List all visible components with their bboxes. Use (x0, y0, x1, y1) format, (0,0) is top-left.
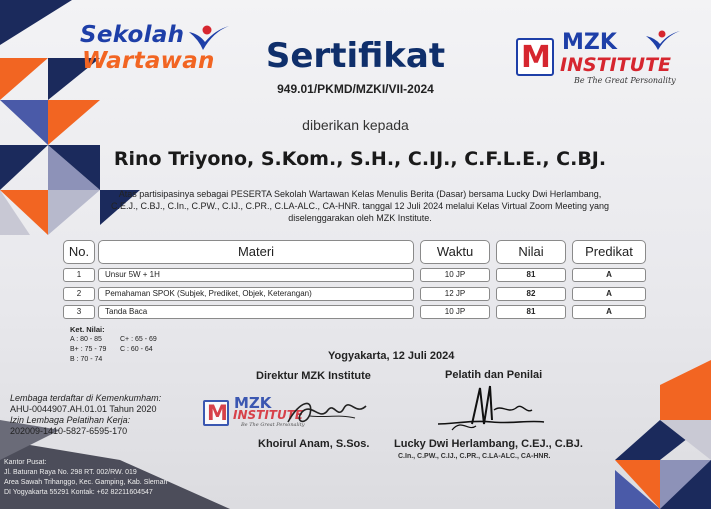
table-row-2-no: 2 (63, 287, 95, 301)
grade-key-title: Ket. Nilai: (70, 325, 105, 334)
grade-key-item: B+ : 75 - 79 (70, 346, 107, 353)
logo-line-2: Wartawan (82, 48, 215, 74)
given-to-label: diberikan kepada (302, 117, 409, 133)
office-line-2: Jl. Baturan Raya No. 298 RT. 002/RW. 019 (4, 469, 137, 476)
table-row-2-waktu: 12 JP (420, 287, 490, 301)
grade-key-item: C : 60 - 64 (120, 346, 153, 353)
trainer-credentials: C.In., C.PW., C.IJ., C.PR., C.LA-ALC., CA-HNR. (398, 453, 551, 460)
place-date: Yogyakarta, 12 Juli 2024 (328, 350, 455, 362)
mzk-institute-text: INSTITUTE (560, 54, 672, 76)
table-row-1-no: 1 (63, 268, 95, 282)
table-header-materi: Materi (98, 240, 414, 264)
table-row-3-materi: Tanda Baca (98, 305, 414, 319)
table-header-nilai: Nilai (496, 240, 566, 264)
table-row-3-no: 3 (63, 305, 95, 319)
logo-line-1: Sekolah (80, 22, 185, 48)
mzk-name: MZK (562, 30, 617, 55)
stamp-logo-name: MZK (234, 394, 272, 412)
recipient-name: Rino Triyono, S.Kom., S.H., C.IJ., C.F.L.E., C.BJ. (113, 148, 607, 170)
mzk-tagline: Be The Great Personality (574, 76, 676, 85)
table-header-waktu: Waktu (420, 240, 490, 264)
registration-line-4: 202009-1410-5827-6595-170 (10, 426, 128, 436)
table-row-1-materi: Unsur 5W + 1H (98, 268, 414, 282)
office-line-1: Kantor Pusat: (4, 459, 47, 466)
table-row-2-nilai: 82 (496, 287, 566, 301)
table-row-3-nilai: 81 (496, 305, 566, 319)
mzk-logo-letter: M (521, 40, 551, 75)
certificate-number: 949.01/PKMD/MZKI/VII-2024 (277, 82, 434, 96)
stamp-logo-letter: M (207, 401, 228, 425)
table-row-1-predikat: A (572, 268, 646, 282)
stamp-logo-institute: INSTITUTE (233, 408, 304, 422)
office-address (4, 458, 167, 498)
table-row-1-waktu: 10 JP (420, 268, 490, 282)
stamp-logo-tagline: Be The Great Personality (241, 422, 305, 428)
trainer-name: Lucky Dwi Herlambang, C.EJ., C.BJ. (394, 438, 583, 450)
director-signature (280, 392, 375, 437)
director-name: Khoirul Anam, S.Sos. (258, 438, 370, 450)
grade-key-item: A : 80 - 85 (70, 336, 102, 343)
table-row-2-materi: Pemahaman SPOK (Subjek, Prediket, Objek, Keterangan) (98, 287, 414, 301)
table-row-3-predikat: A (572, 305, 646, 319)
grade-key-item: C+ : 65 - 69 (120, 336, 157, 343)
registration-line-1: Lembaga terdaftar di Kemenkumham: (10, 393, 162, 403)
trainer-title: Pelatih dan Penilai (445, 369, 543, 381)
registration-info (10, 393, 161, 437)
table-header-no: No. (63, 240, 95, 264)
registration-line-3: Izin Lembaga Pelatihan Kerja: (10, 415, 131, 425)
table-row-1-nilai: 81 (496, 268, 566, 282)
trainer-signature (432, 380, 552, 438)
office-line-4: DI Yogyakarta 55291 Kontak: +62 82211604547 (4, 489, 153, 496)
table-row-3-waktu: 10 JP (420, 305, 490, 319)
grade-key (70, 325, 157, 365)
certificate-title: Sertifikat (265, 36, 446, 76)
participation-description: Atas partisipasinya sebagai PESERTA Sekolah Wartawan Kelas Menulis Berita (Dasar) bersama Lucky Dwi Herlambang, C.E.J., C.BJ., C.In., C.PW., C.IJ., C.PR., C.LA-ALC., CA-HNR. tanggal 12 Juli 2024 melalui Kelas Virtual Zoom Meeting yang diselenggarakan oleh MZK Institute. (110, 189, 610, 223)
office-line-3: Area Sawah Trihanggo, Kec. Gamping, Kab. Sleman (4, 479, 168, 486)
table-header-predikat: Predikat (572, 240, 646, 264)
grade-key-item: B : 70 - 74 (70, 356, 103, 363)
table-row-2-predikat: A (572, 287, 646, 301)
director-title: Direktur MZK Institute (256, 370, 371, 382)
registration-line-2: AHU-0044907.AH.01.01 Tahun 2020 (10, 404, 157, 414)
